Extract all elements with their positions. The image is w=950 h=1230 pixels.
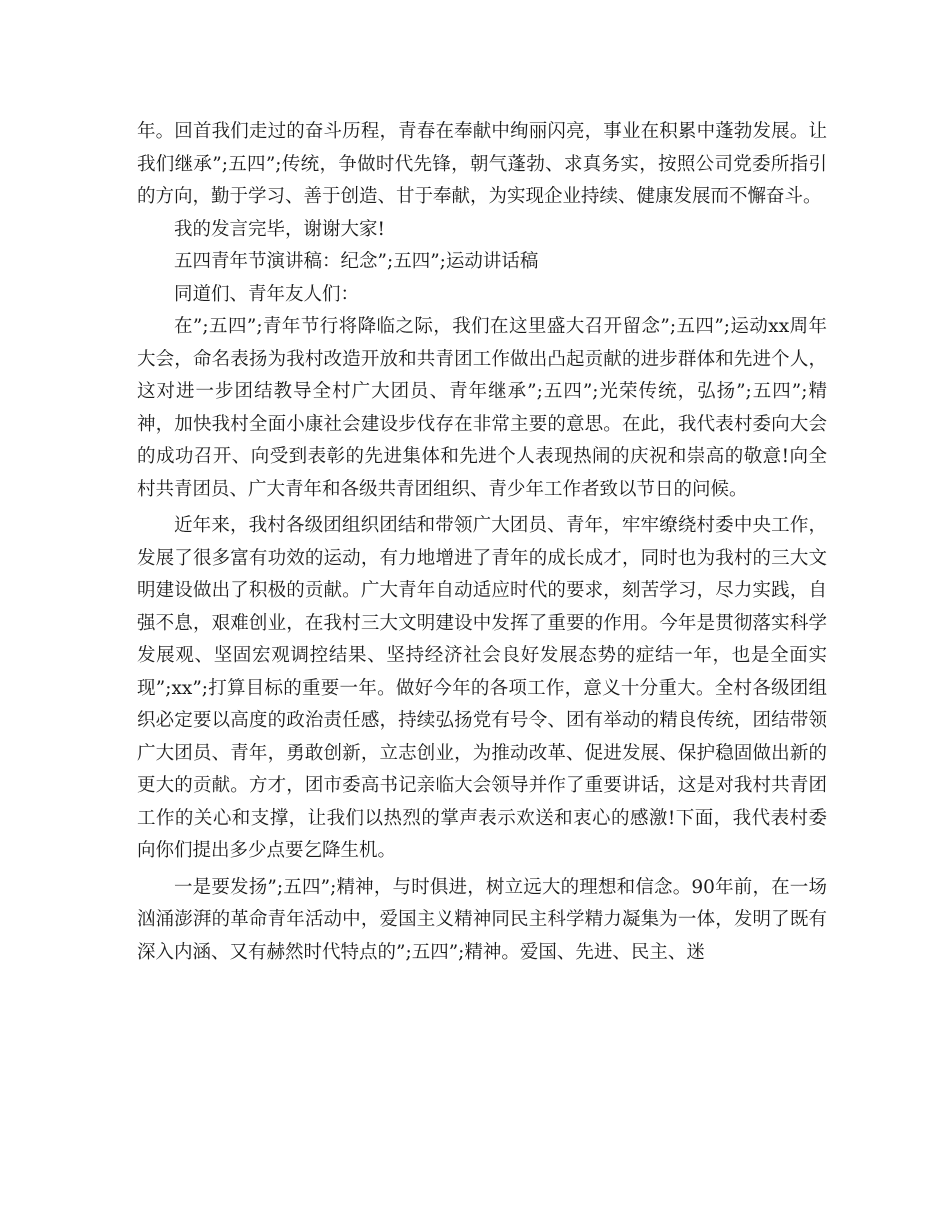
paragraph-point-one: 一是要发扬”;五四”;精神，与时俱进，树立远大的理想和信念。90年前，在一场汹涌澎湃的革命青年活动中，爱国主义精神同民主科学精力凝集为一体，发明了既有深入内涵、又有赫然时代特点的”;五四”;精神。爱国、先进、民主、迷 xyxy=(137,876,827,963)
section-title: 五四青年节演讲稿：纪念”;五四”;运动讲话稿 xyxy=(174,251,539,272)
paragraph-continuation: 年。回首我们走过的奋斗历程，青春在奉献中绚丽闪亮，事业在积累中蓬勃发展。让我们继承”;五四”;传统，争做时代先锋，朝气蓬勃、求真务实，按照公司党委所指引的方向，勤于学习、善于创造、甘于奉献，为实现企业持续、健康发展而不懈奋斗。 xyxy=(137,121,827,207)
paragraph-opening: 在”;五四”;青年节行将降临之际，我们在这里盛大召开留念”;五四”;运动xx周年大会，命名表扬为我村改造开放和共青团工作做出凸起贡献的进步群体和先进个人，这对进一步团结教导全村广大团员、青年继承”;五四”;光荣传统，弘扬”;五四”;精神，加快我村全面小康社会建设步伐存在非常主要的意思。在此，我代表村委向大会的成功召开、向受到表彰的先进集体和先进个人表现热闹的庆祝和崇高的敬意!向全村共青团员、广大青年和各级共青团组织、青少年工作者致以节日的问候。 xyxy=(137,316,827,500)
paragraph-recent-years: 近年来，我村各级团组织团结和带领广大团员、青年，牢牢缭绕村委中央工作，发展了很多富有功效的运动，有力地增进了青年的成长成才，同时也为我村的三大文明建设做出了积极的贡献。广大青年自动适应时代的要求，刻苦学习，尽力实践，自强不息，艰难创业，在我村三大文明建设中发挥了重要的作用。今年是贯彻落实科学发展观、坚固宏观调控结果、坚持经济社会良好发展态势的症结一年，也是全面实现”;xx”;打算目标的重要一年。做好今年的各项工作，意义十分重大。全村各级团组织必定要以高度的政治责任感，持续弘扬党有号令、团有举动的精良传统，团结带领广大团员、青年，勇敢创新，立志创业，为推动改革、促进发展、保护稳固做出新的更大的贡献。方才，团市委高书记亲临大会领导并作了重要讲话，这是对我村共青团工作的关心和支撑，让我们以热烈的掌声表示欢送和衷心的感激!下面，我代表村委向你们提出多少点要乞降生机。 xyxy=(137,515,827,861)
salutation: 同道们、青年友人们： xyxy=(174,283,360,305)
document-page xyxy=(137,116,827,969)
paragraph-closing-remark: 我的发言完毕，谢谢大家! xyxy=(174,218,385,240)
